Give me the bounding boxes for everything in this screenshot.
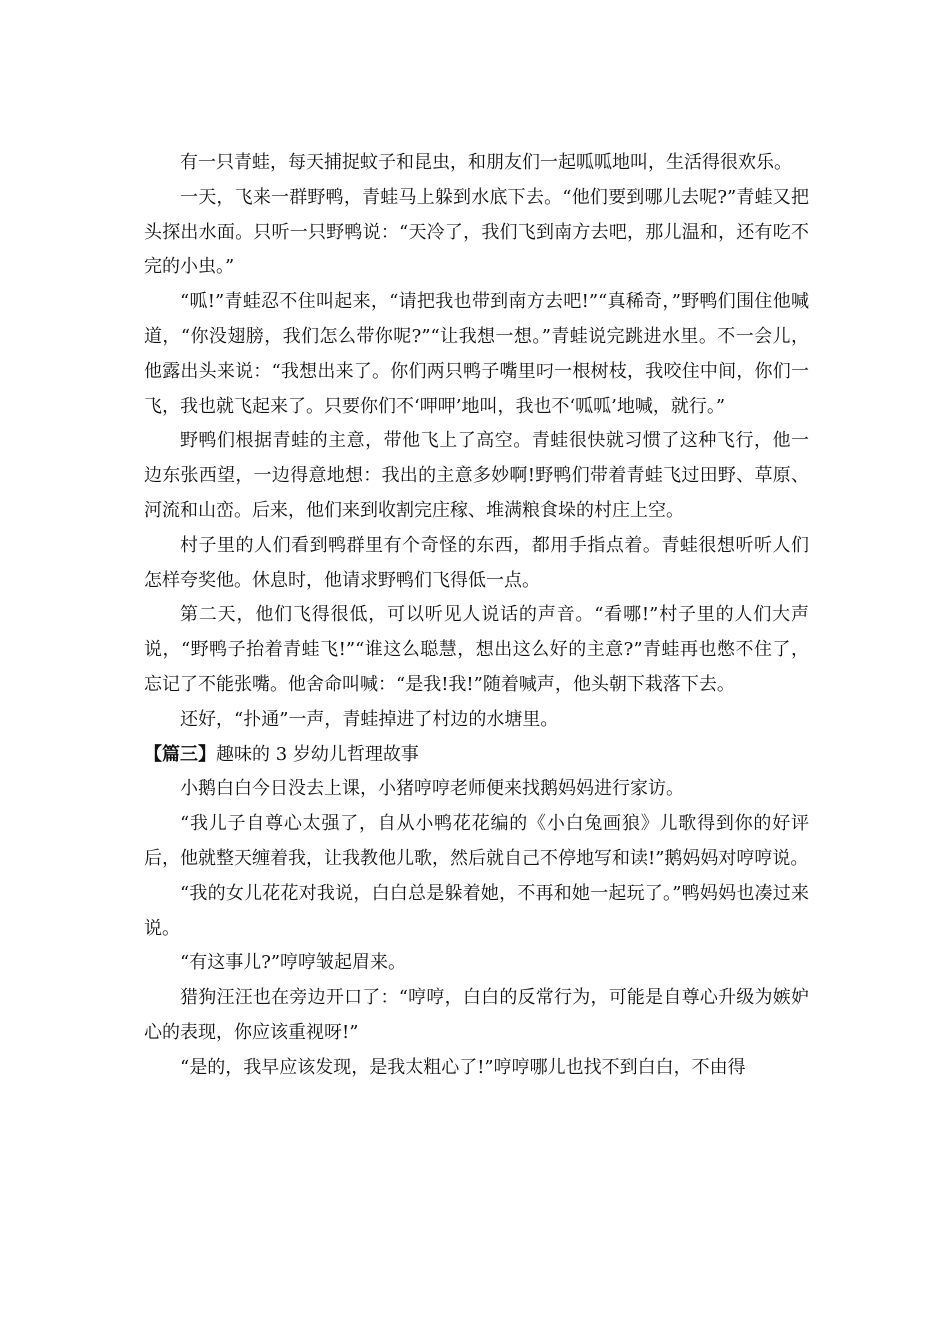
- paragraph: “呱!”青蛙忍不住叫起来，“请把我也带到南方去吧!”“真稀奇，”野鸭们围住他喊道，“你没翅膀，我们怎么带你呢?”“让我想一想。”青蛙说完跳进水里。不一会儿，他露出头来说：“我想出来了。你们两只鸭子嘴里叼一根树枝，我咬住中间，你们一飞，我也就飞起来了。只要你们不‘呷呷’地叫，我也不‘呱呱’地喊，就行。”: [144, 291, 809, 417]
- paragraph: “是的，我早应该发现，是我太粗心了!”哼哼哪儿也找不到白白，不由得: [180, 1056, 746, 1078]
- paragraph: 猎狗汪汪也在旁边开口了：“哼哼，白白的反常行为，可能是自尊心升级为嫉妒心的表现，你应该重视呀!”: [144, 987, 809, 1043]
- paragraph: 小鹅白白今日没去上课，小猪哼哼老师便来找鹅妈妈进行家访。: [180, 778, 684, 800]
- paragraph: 还好，“扑通”一声，青蛙掉进了村边的水塘里。: [180, 708, 559, 730]
- paragraph: 村子里的人们看到鸭群里有个奇怪的东西，都用手指点着。青蛙很想听听人们怎样夸奖他。休息时，他请求野鸭们飞得低一点。: [144, 534, 809, 591]
- section-heading-text: 趣味的 3 岁幼儿哲理故事: [216, 743, 419, 765]
- paragraph: 有一只青蛙，每天捕捉蚊子和昆虫，和朋友们一起呱呱地叫，生活得很欢乐。: [180, 152, 792, 173]
- paragraph: 一天，飞来一群野鸭，青蛙马上躲到水底下去。“他们要到哪儿去呢?”青蛙又把头探出水面。只听一只野鸭说：“天冷了，我们飞到南方去吧，那儿温和，还有吃不完的小虫。”: [144, 186, 809, 278]
- paragraph: “我的女儿花花对我说，白白总是躲着她，不再和她一起玩了。”鸭妈妈也凑过来说。: [144, 882, 809, 939]
- document-body: [144, 146, 809, 1086]
- paragraph: “有这事儿?”哼哼皱起眉来。: [180, 952, 407, 974]
- section-heading-mark: 【篇三】: [144, 743, 216, 765]
- paragraph: 第二天，他们飞得很低，可以听见人说话的声音。“看哪!”村子里的人们大声说，“野鸭子抬着青蛙飞!”“谁这么聪慧，想出这么好的主意?”青蛙再也憋不住了，忘记了不能张嘴。他舍命叫喊：“是我!我!”随着喊声，他头朝下栽落下去。: [144, 604, 809, 695]
- paragraph: 野鸭们根据青蛙的主意，带他飞上了高空。青蛙很快就习惯了这种飞行，他一边东张西望，一边得意地想：我出的主意多妙啊!野鸭们带着青蛙飞过田野、草原、河流和山峦。后来，他们来到收割完庄稼、堆满粮食垛的村庄上空。: [144, 430, 809, 521]
- section-heading: [144, 738, 809, 773]
- paragraph: “我儿子自尊心太强了，自从小鸭花花编的《小白兔画狼》儿歌得到你的好评后，他就整天缠着我，让我教他儿歌，然后就自己不停地写和读!”鹅妈妈对哼哼说。: [144, 813, 809, 869]
